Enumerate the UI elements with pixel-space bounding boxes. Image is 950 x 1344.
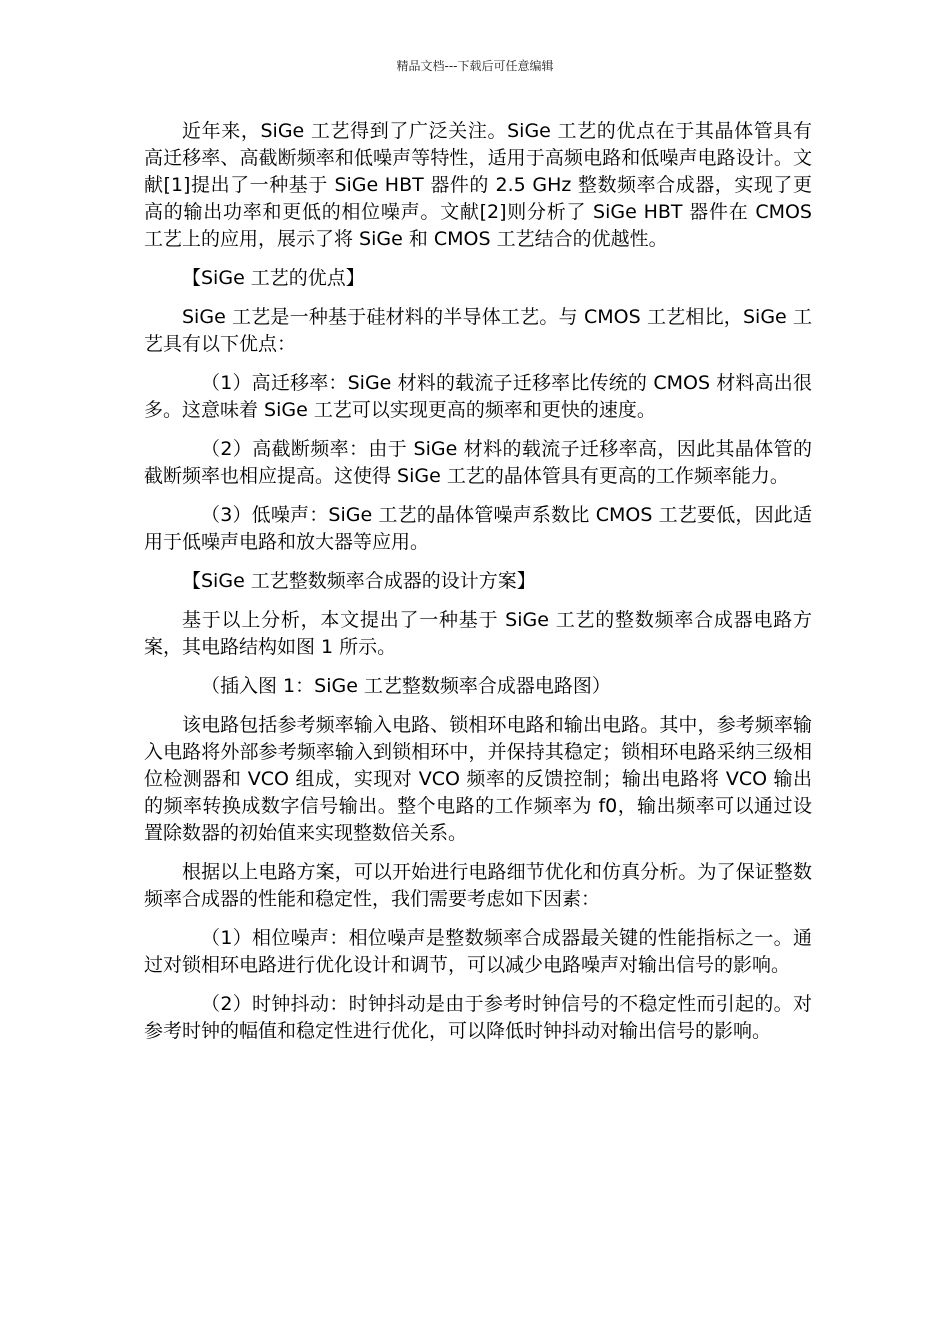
list-item-clock-jitter: （2）时钟抖动：时钟抖动是由于参考时钟信号的不稳定性而引起的。对参考时钟的幅值和稳定性进行优化，可以降低时钟抖动对输出信号的影响。: [144, 993, 812, 1042]
list-item-low-noise: （3）低噪声：SiGe 工艺的晶体管噪声系数比 CMOS 工艺要低，因此适用于低噪声电路和放大器等应用。: [144, 504, 812, 553]
paragraph-design-intro: 基于以上分析，本文提出了一种基于 SiGe 工艺的整数频率合成器电路方案，其电路结构如图 1 所示。: [144, 609, 812, 658]
list-item-phase-noise: （1）相位噪声：相位噪声是整数频率合成器最关键的性能指标之一。通过对锁相环电路进行优化设计和调节，可以减少电路噪声对输出信号的影响。: [144, 927, 812, 976]
document-body: [144, 118, 812, 1057]
paragraph-circuit-description: 该电路包括参考频率输入电路、锁相环电路和输出电路。其中，参考频率输入电路将外部参考频率输入到锁相环中，并保持其稳定；锁相环电路采纳三级相位检测器和 VCO 组成，实现对 VCO 频率的反馈控制；输出电路将 VCO 输出的频率转换成数字信号输出。整个电路的工作频率为 f0，输出频率可以通过设置除数器的初始值来实现整数倍关系。: [144, 714, 812, 844]
paragraph-optimization-intro: 根据以上电路方案，可以开始进行电路细节优化和仿真分析。为了保证整数频率合成器的性能和稳定性，我们需要考虑如下因素：: [144, 861, 812, 910]
paragraph-advantages-intro: SiGe 工艺是一种基于硅材料的半导体工艺。与 CMOS 工艺相比，SiGe 工艺具有以下优点：: [144, 306, 812, 355]
list-item-high-cutoff-frequency: （2）高截断频率：由于 SiGe 材料的载流子迁移率高，因此其晶体管的截断频率也相应提高。这使得 SiGe 工艺的晶体管具有更高的工作频率能力。: [144, 438, 812, 487]
page-header: 精品文档---下载后可任意编辑: [396, 59, 554, 73]
section-heading-design: 【SiGe 工艺整数频率合成器的设计方案】: [182, 570, 536, 592]
figure-placeholder: （插入图 1：SiGe 工艺整数频率合成器电路图）: [201, 675, 611, 697]
paragraph-intro: 近年来，SiGe 工艺得到了广泛关注。SiGe 工艺的优点在于其晶体管具有高迁移率、高截断频率和低噪声等特性，适用于高频电路和低噪声电路设计。文献[1]提出了一种基于 SiGe HBT 器件的 2.5 GHz 整数频率合成器，实现了更高的输出功率和更低的相位噪声。文献[2]则分析了 SiGe HBT 器件在 CMOS 工艺上的应用，展示了将 SiGe 和 CMOS 工艺结合的优越性。: [144, 120, 812, 250]
list-item-high-mobility: （1）高迁移率：SiGe 材料的载流子迁移率比传统的 CMOS 材料高出很多。这意味着 SiGe 工艺可以实现更高的频率和更快的速度。: [144, 372, 812, 421]
section-heading-advantages: 【SiGe 工艺的优点】: [182, 267, 365, 289]
